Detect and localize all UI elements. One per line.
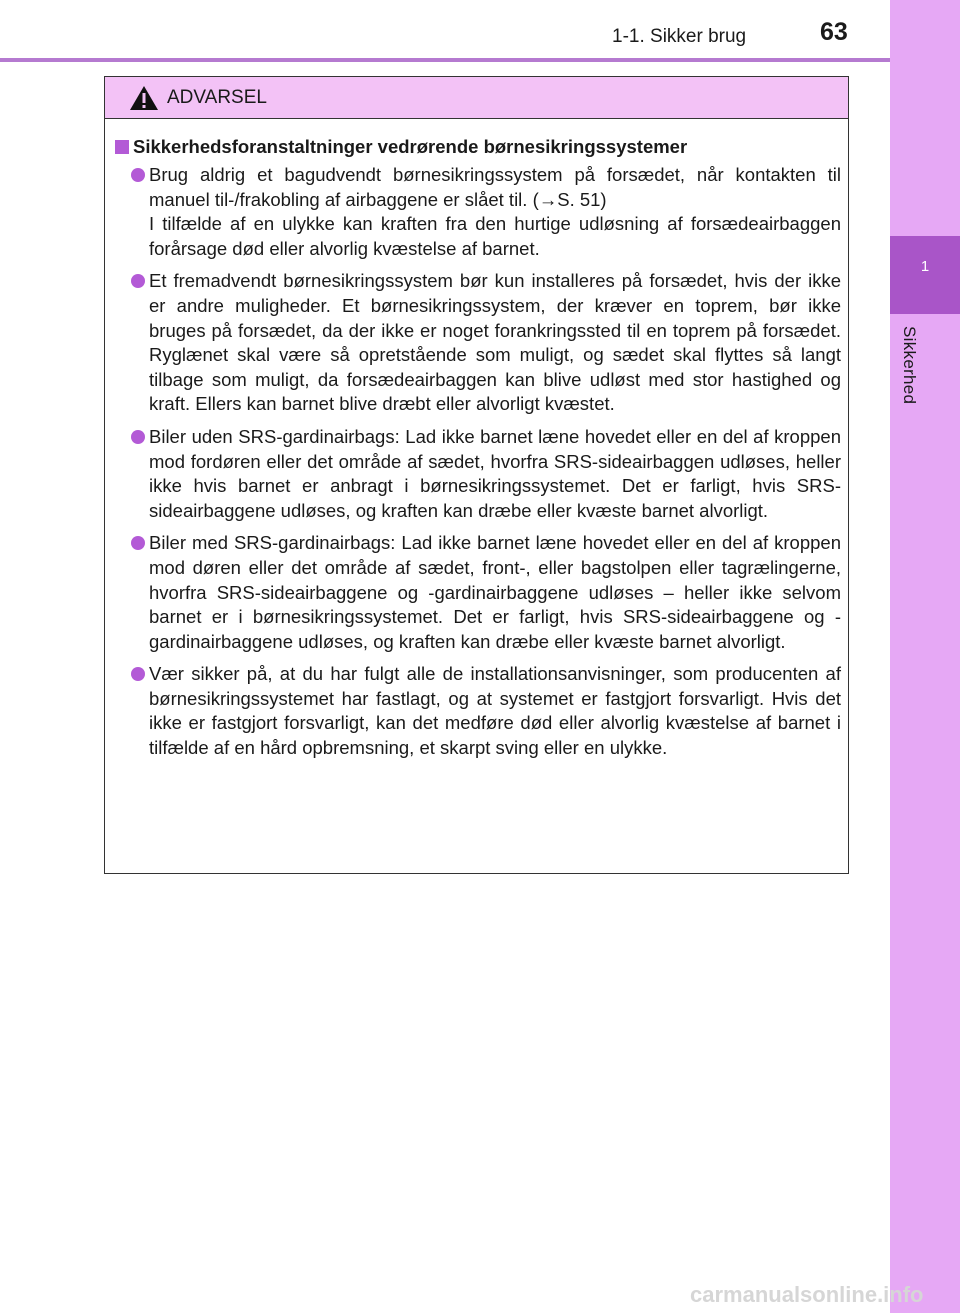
warning-item [113, 425, 841, 523]
warning-item-text: I tilfælde af en ulykke kan kraften fra den hurtige udløsning af forsædeairbaggen forårsage død eller alvorlig kvæstelse af barnet. [149, 213, 841, 259]
warning-header [105, 77, 848, 119]
warning-item-text: Et fremadvendt børnesikringssystem bør kun installeres på forsædet, hvis der ikke er andre muligheder. Et børnesikringssystem, der kræver en toprem, bør ikke bruges på forsædet, da der ikke er noget forankringssted til en toprem på forsædet. Ryglænet skal være så opretstående som muligt, og sædet skal flyttes så langt tilbage som muligt, da forsædeairbaggen kan blive udløst med stor hastighed og kraft. Ellers kan barnet blive dræbt eller alvorligt kvæstet. [149, 270, 841, 415]
round-bullet-icon [131, 536, 145, 550]
round-bullet-icon [131, 430, 145, 444]
round-bullet-icon [131, 168, 145, 182]
warning-item-text: Brug aldrig et bagudvendt børnesikringssystem på forsædet, når kontakten til manuel til-/frakobling af airbaggene er slået til. (→S. 51) [149, 164, 841, 210]
chapter-label: Sikkerhed [900, 326, 919, 405]
chapter-number-block [890, 236, 960, 314]
warning-item [113, 531, 841, 654]
square-bullet-icon [115, 140, 129, 154]
warning-item-text: Biler med SRS-gardinairbags: Lad ikke barnet læne hovedet eller en del af kroppen mod døren eller det område af sædet, front-, eller bagstolpen eller tagrælingerne, hvorfra SRS-sideairbaggene og -gardinairbaggene udløses – heller ikke selvom barnet er i børnesikringssystemet. Det er farligt, hvis SRS-sideairbaggene og -gardinairbaggene udløses, og kraften kan dræbe eller kvæste barnet alvorligt. [149, 532, 841, 652]
warning-content [113, 135, 841, 769]
watermark: carmanualsonline.info [690, 1282, 924, 1307]
warning-item [113, 163, 841, 261]
warning-item-text: Vær sikker på, at du har fulgt alle de installationsanvisninger, som producenten af børnesikringssystemet har fastlagt, og at systemet er fastgjort forsvarligt. Hvis det ikke er fastgjort forsvarligt, kan det medføre død eller alvorlig kvæstelse af barnet i tilfælde af en hård opbremsning, et skarpt sving eller en ulykke. [149, 663, 841, 759]
warning-section-title [113, 135, 841, 159]
warning-item [113, 269, 841, 417]
round-bullet-icon [131, 274, 145, 288]
warning-title: ADVARSEL [167, 87, 267, 108]
warning-box [104, 76, 849, 874]
chapter-side-tab [890, 0, 960, 1313]
header-rule [0, 58, 890, 62]
chapter-number: 1 [920, 258, 930, 275]
warning-item-text: Biler uden SRS-gardinairbags: Lad ikke barnet læne hovedet eller en del af kroppen mod fordøren eller det område af sædet, hvorfra SRS-sideairbaggen udløses, heller ikke hvis barnet er anbragt i børnesikringssystemet. Det er farligt, hvis SRS-sideairbaggene udløses, og kraften kan dræbe eller kvæste barnet alvorligt. [149, 425, 841, 521]
warning-triangle-icon [129, 85, 159, 111]
page-number: 63 [820, 18, 848, 46]
warning-item [113, 662, 841, 760]
section-heading: 1-1. Sikker brug [612, 26, 747, 47]
round-bullet-icon [131, 667, 145, 681]
warning-section-title-text: Sikkerhedsforanstaltninger vedrørende børnesikringssystemer [133, 136, 688, 157]
